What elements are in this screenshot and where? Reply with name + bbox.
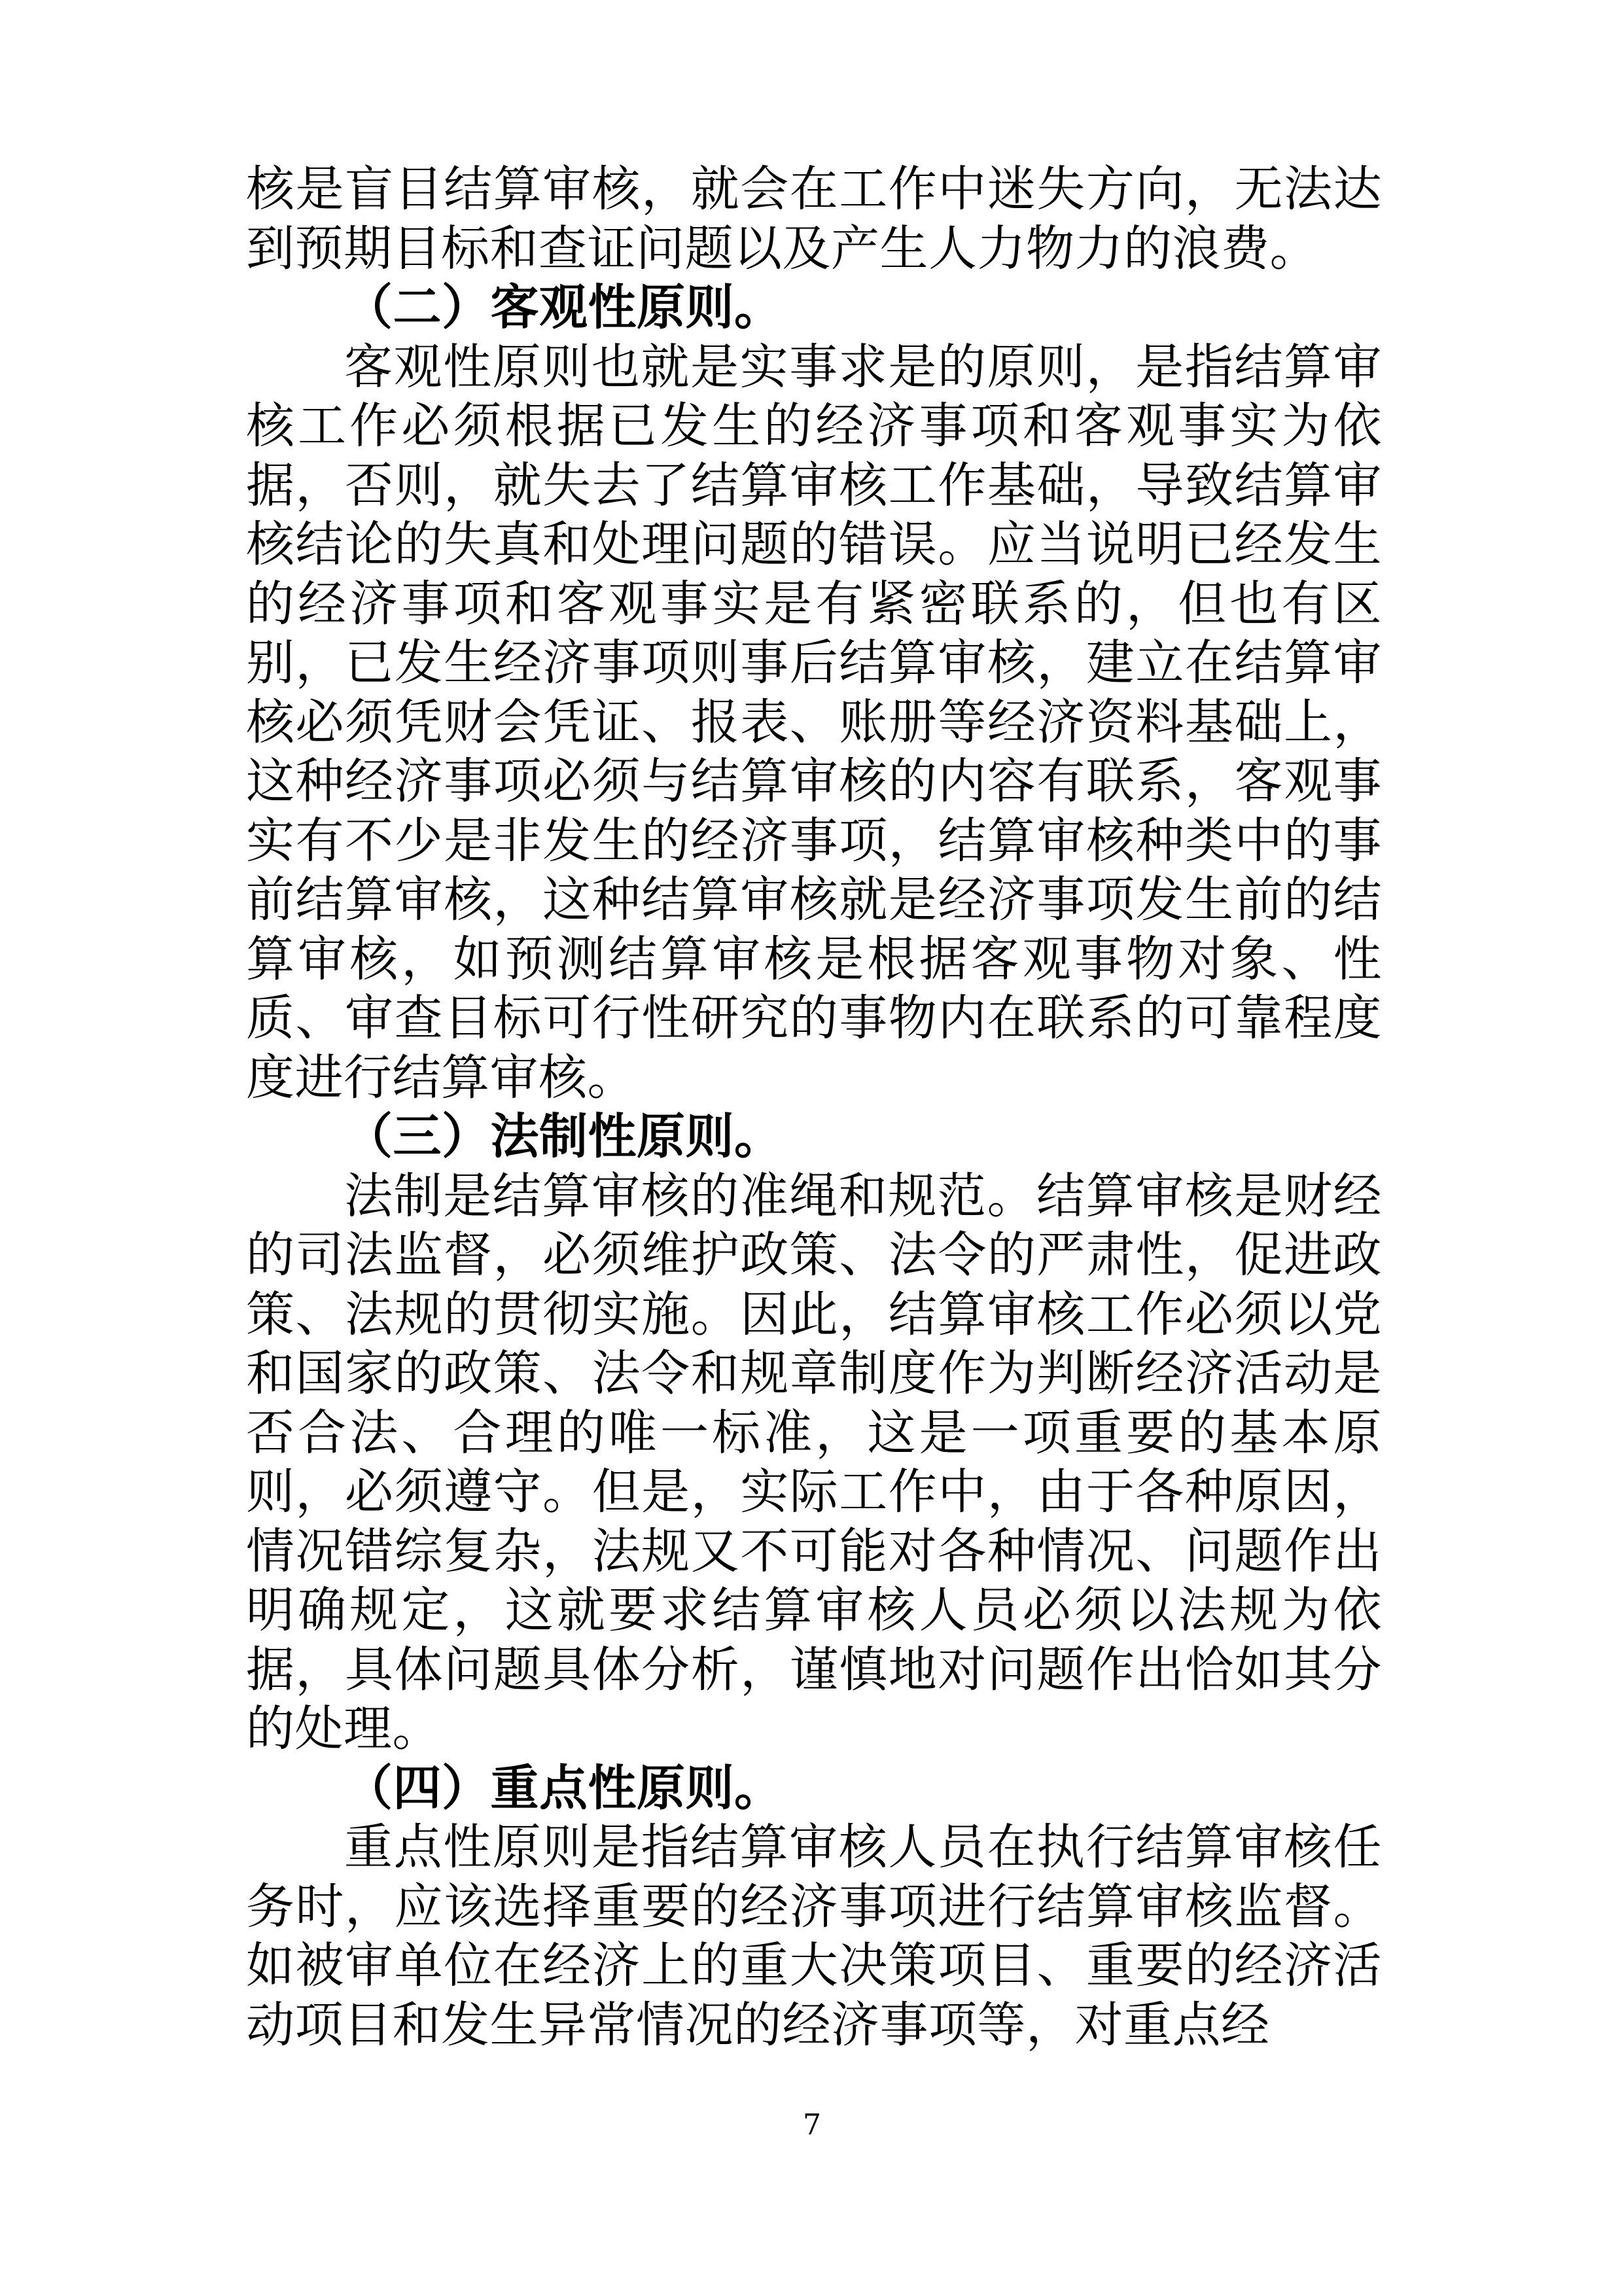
page-number: 7 xyxy=(803,2108,821,2142)
section-heading-three: （三）法制性原则。 xyxy=(344,1108,783,1165)
body-paragraph: 重点性原则是指结算审核人员在执行结算审核任务时，应该选择重要的经济事项进行结算审核监督。如被审单位在经济上的重大决策项目、重要的经济活动项目和发生异常情况的经济事项等，对重点经 xyxy=(246,1819,1382,2053)
body-paragraph: 客观性原则也就是实事求是的原则，是指结算审核工作必须根据已发生的经济事项和客观事实为依据，否则，就失去了结算审核工作基础，导致结算审核结论的失真和处理问题的错误。应当说明已经发生的经济事项和客观事实是有紧密联系的，但也有区别，已发生经济事项则事后结算审核，建立在结算审核必须凭财会凭证、报表、账册等经济资料基础上，这种经济事项必须与结算审核的内容有联系，客观事实有不少是非发生的经济事项，结算审核种类中的事前结算审核，这种结算审核就是经济事项发生前的结算审核，如预测结算审核是根据客观事物对象、性质、审查目标可行性研究的事物内在联系的可靠程度度进行结算审核。 xyxy=(246,338,1382,1106)
section-heading-four: （四）重点性原则。 xyxy=(344,1759,783,1816)
body-paragraph: 核是盲目结算审核，就会在工作中迷失方向，无法达到预期目标和查证问题以及产生人力物力的浪费。 xyxy=(246,161,1382,277)
section-heading-two: （二）客观性原则。 xyxy=(344,279,783,336)
body-paragraph: 法制是结算审核的准绳和规范。结算审核是财经的司法监督，必须维护政策、法令的严肃性，促进政策、法规的贯彻实施。因此，结算审核工作必须以党和国家的政策、法令和规章制度作为判断经济活动是否合法、合理的唯一标准，这是一项重要的基本原则，必须遵守。但是，实际工作中，由于各种原因，情况错综复杂，法规又不可能对各种情况、问题作出明确规定，这就要求结算审核人员必须以法规为依据，具体问题具体分析，谨慎地对问题作出恰如其分的处理。 xyxy=(246,1167,1382,1757)
page-body xyxy=(246,160,1382,2055)
